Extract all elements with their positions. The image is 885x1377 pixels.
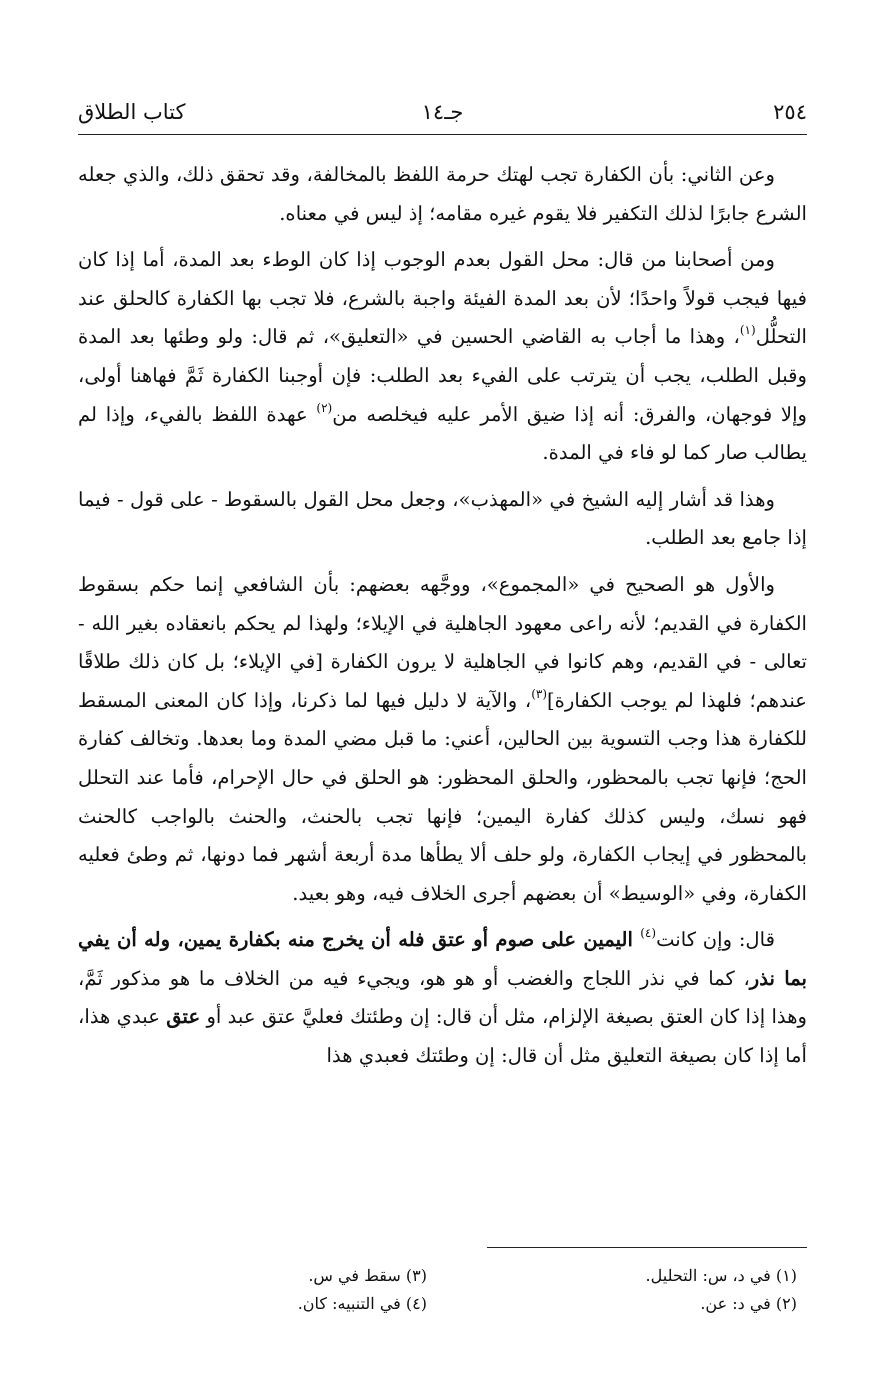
footnote-column-left — [298, 1262, 427, 1318]
text-segment: وهذا قد أشار إليه الشيخ في «المهذب»، وجعل محل القول بالسقوط - على قول - فيما إذا جامع بعد الطلب. — [78, 487, 807, 550]
text-segment: والأول هو الصحيح في «المجموع»، ووجَّهه بعضهم: بأن الشافعي إنما حكم بسقوط الكفارة في القديم؛ لأنه راعى معهود الجاهلية في الإيلاء؛ ولهذا لم يحكم بانعقاده بغير الله - تعالى - في القديم، وهم كانوا في الجاهلية لا يرون الكفارة [في الإيلاء؛ بل كان ذلك طلاقًا عندهم؛ فلهذا لم يوجب الكفارة] — [78, 572, 807, 712]
footnote-text: في د: عن. — [700, 1294, 771, 1313]
footnote-number: (٣) — [405, 1266, 427, 1285]
text-segment: ، وهذا ما أجاب به القاضي الحسين في «التعليق»، ثم قال: ولو وطئها بعد المدة وقبل الطلب، يجب أن يترتب على الفيء بعد الطلب: فإن أوجبنا الكفارة ثَمَّ فهاهنا أولى، وإلا فوجهان، والفرق: أنه إذا ضيق الأمر عليه فيخلصه من — [78, 325, 807, 426]
footnote-2 — [646, 1290, 797, 1318]
footnote-marker: (١) — [739, 323, 756, 338]
book-title: كتاب الطلاق — [78, 100, 186, 124]
text-segment: ، كما في نذر اللجاج والغضب أو هو هو، ويجيء فيه من الخلاف ما هو مذكور ثَمَّ، وهذا إذا كان العتق بصيغة الإلزام، مثل أن قال: إن وطئتك فعليَّ عتق عبد أو — [78, 966, 807, 1029]
footnote-3 — [298, 1262, 427, 1290]
page-header — [78, 92, 807, 132]
paragraph — [78, 156, 807, 233]
footnote-text: سقط في س. — [308, 1266, 401, 1285]
footnote-marker: (٢) — [316, 400, 333, 415]
text-segment: قال: وإن كانت — [656, 928, 775, 952]
paragraph — [78, 481, 807, 558]
footnote-column-right — [646, 1262, 797, 1318]
quoted-matn-text: عتق — [166, 1005, 201, 1029]
footnote-1 — [646, 1262, 797, 1290]
footnote-text: في د، س: التحليل. — [645, 1266, 771, 1285]
page-number: ٢٥٤ — [773, 100, 807, 124]
text-segment: عهدة اللفظ بالفيء، وإذا لم يطالب صار كما لو فاء في المدة. — [78, 402, 807, 465]
footnote-marker: (٤) — [640, 926, 657, 941]
footnote-divider — [487, 1247, 807, 1248]
footnote-4 — [298, 1290, 427, 1318]
footnote-text: في التنبيه: كان. — [297, 1294, 401, 1313]
text-segment: ، والآية لا دليل فيها لما ذكرنا، وإذا كان المعنى المسقط للكفارة هذا وجب التسوية بين الحالين، أعني: ما قبل مضي المدة وما بعدها. وتخالف كفارة الحج؛ فإنها تجب بالمحظور، والحلق المحظور: هو الحلق في حال الإحرام، فأما عند التحلل فهو نسك، وليس كذلك كفارة اليمين؛ فإنها تجب بالحنث، والحنث بالواجب كالحنث بالمحظور في إيجاب الكفارة، ولو حلف ألا يطأها مدة أربعة أشهر فما دونها، ثم وطئ فعليه الكفارة، وفي «الوسيط» أن بعضهم أجرى الخلاف فيه، وهو بعيد. — [78, 688, 807, 905]
text-segment: وعن الثاني: بأن الكفارة تجب لهتك حرمة اللفظ بالمخالفة، وقد تحقق ذلك، والذي جعله الشرع جابرًا لذلك التكفير فلا يقوم غيره مقامه؛ إذ ليس في معناه. — [78, 163, 807, 225]
paragraph — [78, 921, 807, 1075]
paragraph — [78, 566, 807, 913]
volume-label: جـ١٤ — [421, 100, 464, 124]
quoted-matn-text: اليمين على صوم أو عتق فله أن يخرج منه بكفارة يمين، وله أن يفي بما نذر — [78, 928, 807, 990]
footnote-number: (٤) — [405, 1294, 427, 1313]
footnote-marker: (٣) — [531, 686, 548, 701]
text-segment: ومن أصحابنا من قال: محل القول بعدم الوجوب إذا كان الوطء بعد المدة، أما إذا كان فيها فيجب قولاً واحدًا؛ لأن بعد المدة الفيئة واجبة بالشرع، فلا تجب بها الكفارة كالحلق عند التحلُّل — [78, 248, 807, 349]
header-divider — [78, 134, 807, 135]
main-text — [78, 156, 807, 1084]
footnote-number: (١) — [775, 1266, 797, 1285]
footnote-number: (٢) — [775, 1294, 797, 1313]
paragraph — [78, 241, 807, 473]
text-segment: عبدي هذا، أما إذا كان بصيغة التعليق مثل أن قال: إن وطئتك فعبدي هذا — [78, 1005, 807, 1068]
